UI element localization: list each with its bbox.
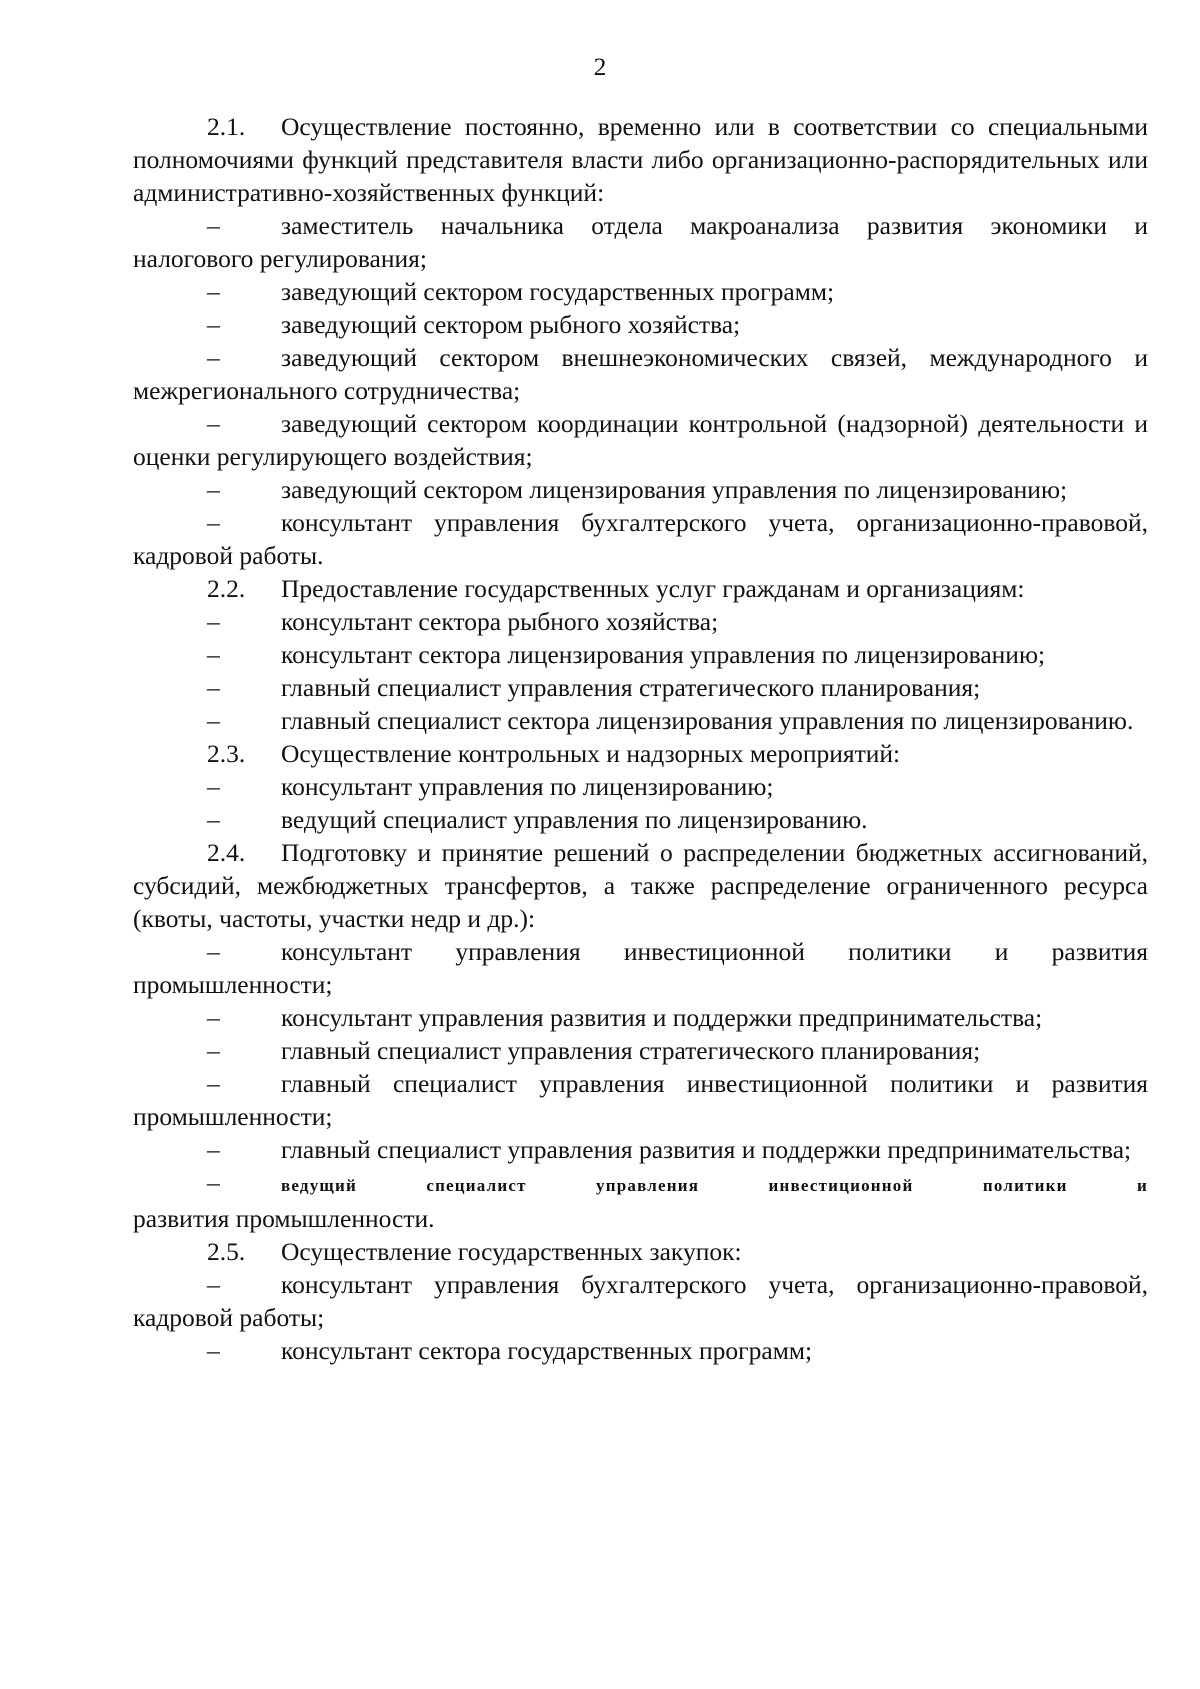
dash-marker: –: [207, 1003, 220, 1032]
dash-marker: –: [207, 1336, 220, 1365]
list-item-text: ведущий специалист управления по лицензированию.: [281, 805, 868, 834]
list-item: [133, 704, 1148, 737]
list-item: [133, 803, 1148, 836]
list-item: [133, 1034, 1148, 1067]
dash-marker: –: [207, 1270, 220, 1299]
list-item-text: заведующий сектором внешнеэкономических связей, международного и межрегионального сотрудничества;: [133, 343, 1148, 405]
list-item-text: заведующий сектором государственных программ;: [281, 277, 835, 306]
section-2-2: [133, 572, 1148, 605]
list-item-text: заведующий сектором рыбного хозяйства;: [281, 310, 741, 339]
list-item-text: развития промышленности.: [133, 1204, 435, 1233]
list-item: [133, 308, 1148, 341]
section-number: 2.5.: [207, 1237, 246, 1266]
section-text: Предоставление государственных услуг гражданам и организациям:: [281, 574, 1025, 603]
list-item: [133, 605, 1148, 638]
list-item: [133, 671, 1148, 704]
list-item: [133, 638, 1148, 671]
dash-marker: –: [207, 1135, 220, 1164]
dash-marker: –: [207, 475, 220, 504]
list-item: [133, 935, 1148, 1001]
dash-marker: –: [207, 640, 220, 669]
section-number: 2.3.: [207, 739, 246, 768]
section-2-5: [133, 1235, 1148, 1268]
dash-marker: –: [207, 1036, 220, 1065]
section-text: Осуществление государственных закупок:: [281, 1237, 742, 1266]
list-item: [133, 506, 1148, 572]
list-item-text: заведующий сектором координации контрольной (надзорной) деятельности и оценки регулирующего воздействия;: [133, 409, 1148, 471]
dash-marker: –: [207, 508, 220, 537]
dash-marker: –: [207, 277, 220, 306]
list-item-text: заместитель начальника отдела макроанализа развития экономики и налогового регулирования;: [133, 211, 1148, 273]
dash-marker: –: [207, 607, 220, 636]
list-item-text: консультант управления инвестиционной политики и развития промышленности;: [133, 937, 1148, 999]
list-item-text: консультант сектора рыбного хозяйства;: [281, 607, 719, 636]
list-item: [133, 209, 1148, 275]
section-number: 2.2.: [207, 574, 246, 603]
section-text: Осуществление контрольных и надзорных мероприятий:: [281, 739, 901, 768]
list-item-text: главный специалист управления стратегического планирования;: [281, 673, 981, 702]
list-item: [133, 1133, 1148, 1166]
list-item: [133, 341, 1148, 407]
dash-marker: –: [207, 409, 220, 438]
list-item: [133, 1166, 1148, 1202]
list-item: [133, 1334, 1148, 1367]
dash-marker: –: [207, 211, 220, 240]
dash-marker: –: [207, 673, 220, 702]
list-item-text-compressed: ведущий специалист управления инвестиционной политики и: [281, 1176, 1148, 1195]
section-text: Осуществление постоянно, временно или в соответствии со специальными полномочиями функций представителя власти либо организационно-распорядительных или административно-хозяйственных функций:: [133, 112, 1148, 207]
dash-marker: –: [207, 706, 220, 735]
list-item: [133, 1001, 1148, 1034]
section-2-3: [133, 737, 1148, 770]
list-item: [133, 407, 1148, 473]
list-item: [133, 473, 1148, 506]
list-item-text: консультант управления бухгалтерского учета, организационно-правовой, кадровой работы;: [133, 1270, 1148, 1332]
list-item: [133, 1067, 1148, 1133]
section-2-4: [133, 836, 1148, 935]
dash-marker: –: [207, 772, 220, 801]
section-text: Подготовку и принятие решений о распределении бюджетных ассигнований, субсидий, межбюджетных трансфертов, а также распределение ограниченного ресурса (квоты, частоты, участки недр и др.):: [133, 838, 1148, 933]
document-body: [133, 110, 1148, 1367]
list-item-text: главный специалист управления инвестиционной политики и развития промышленности;: [133, 1069, 1148, 1131]
list-item-text: консультант управления бухгалтерского учета, организационно-правовой, кадровой работы.: [133, 508, 1148, 570]
list-item-text: консультант управления развития и поддержки предпринимательства;: [281, 1003, 1043, 1032]
list-item-text: главный специалист управления развития и поддержки предпринимательства;: [281, 1135, 1132, 1164]
dash-marker: –: [207, 1168, 220, 1197]
list-item-text: главный специалист сектора лицензирования управления по лицензированию.: [281, 706, 1134, 735]
page-number: 2: [593, 52, 607, 81]
section-number: 2.4.: [207, 838, 246, 867]
dash-marker: –: [207, 937, 220, 966]
list-item-text: заведующий сектором лицензирования управления по лицензированию;: [281, 475, 1068, 504]
list-item-continuation: [133, 1202, 1148, 1235]
list-item-text: консультант управления по лицензированию;: [281, 772, 774, 801]
list-item-text: консультант сектора лицензирования управления по лицензированию;: [281, 640, 1046, 669]
section-number: 2.1.: [207, 112, 246, 141]
dash-marker: –: [207, 343, 220, 372]
dash-marker: –: [207, 310, 220, 339]
list-item-text: главный специалист управления стратегического планирования;: [281, 1036, 981, 1065]
list-item: [133, 770, 1148, 803]
list-item: [133, 1268, 1148, 1334]
section-2-1: [133, 110, 1148, 209]
dash-marker: –: [207, 1069, 220, 1098]
dash-marker: –: [207, 805, 220, 834]
list-item: [133, 275, 1148, 308]
list-item-text: консультант сектора государственных программ;: [281, 1336, 813, 1365]
